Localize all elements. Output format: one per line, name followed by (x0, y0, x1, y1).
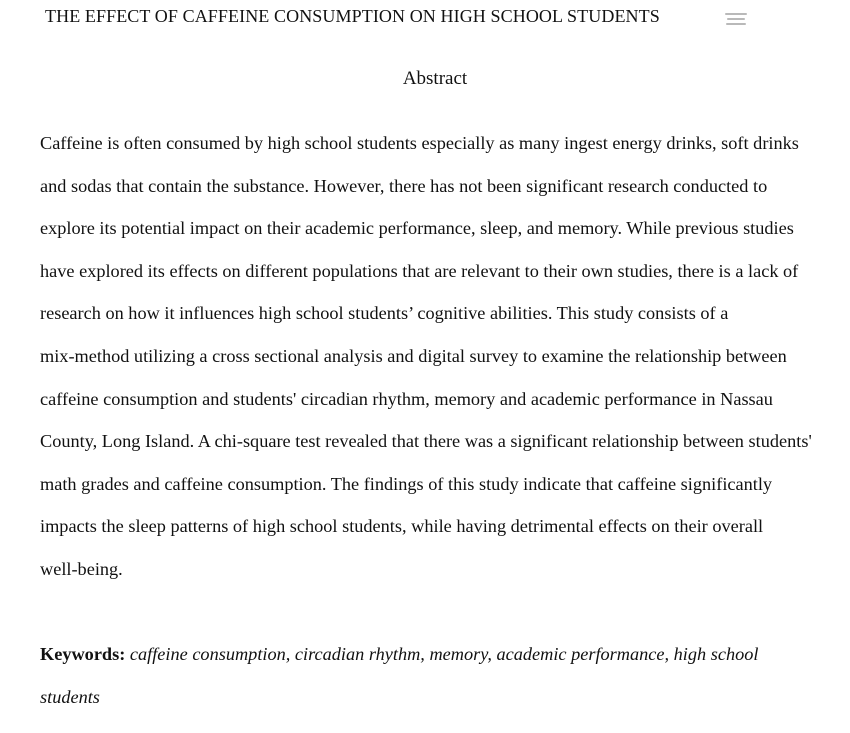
page-number-blurred (723, 10, 749, 28)
abstract-line: have explored its effects on different populations that are relevant to their own studies, there is a lack of (40, 260, 799, 281)
abstract-line: and sodas that contain the substance. However, there has not been significant research conducted to (40, 175, 768, 196)
abstract-line: impacts the sleep patterns of high school students, while having detrimental effects on their overall (40, 516, 764, 537)
keywords-label: Keywords: (40, 644, 126, 664)
abstract-line: well-being. (40, 558, 123, 579)
abstract-line: math grades and caffeine consumption. The findings of this study indicate that caffeine significantly (40, 473, 773, 494)
keywords-terms: caffeine consumption, circadian rhythm, memory, academic performance, high school (129, 644, 759, 664)
abstract-heading: Abstract (402, 68, 468, 89)
keywords-terms-continued: students (40, 686, 100, 707)
running-head: THE EFFECT OF CAFFEINE CONSUMPTION ON HIGH SCHOOL STUDENTS (45, 6, 660, 26)
abstract-line: County, Long Island. A chi-square test revealed that there was a significant relationship between students' (40, 431, 812, 452)
abstract-line: Caffeine is often consumed by high school students especially as many ingest energy drinks, soft drinks (40, 133, 799, 153)
abstract-body (40, 122, 840, 591)
abstract-line: caffeine consumption and students' circadian rhythm, memory and academic performance in Nassau (40, 388, 773, 409)
abstract-line: explore its potential impact on their academic performance, sleep, and memory. While previous studies (40, 218, 794, 239)
keywords-section (40, 633, 840, 718)
abstract-line: research on how it influences high school students’ cognitive abilities. This study consists of a (40, 303, 729, 324)
keywords-line (40, 633, 840, 676)
abstract-line: mix-method utilizing a cross sectional analysis and digital survey to examine the relationship between (40, 345, 787, 366)
